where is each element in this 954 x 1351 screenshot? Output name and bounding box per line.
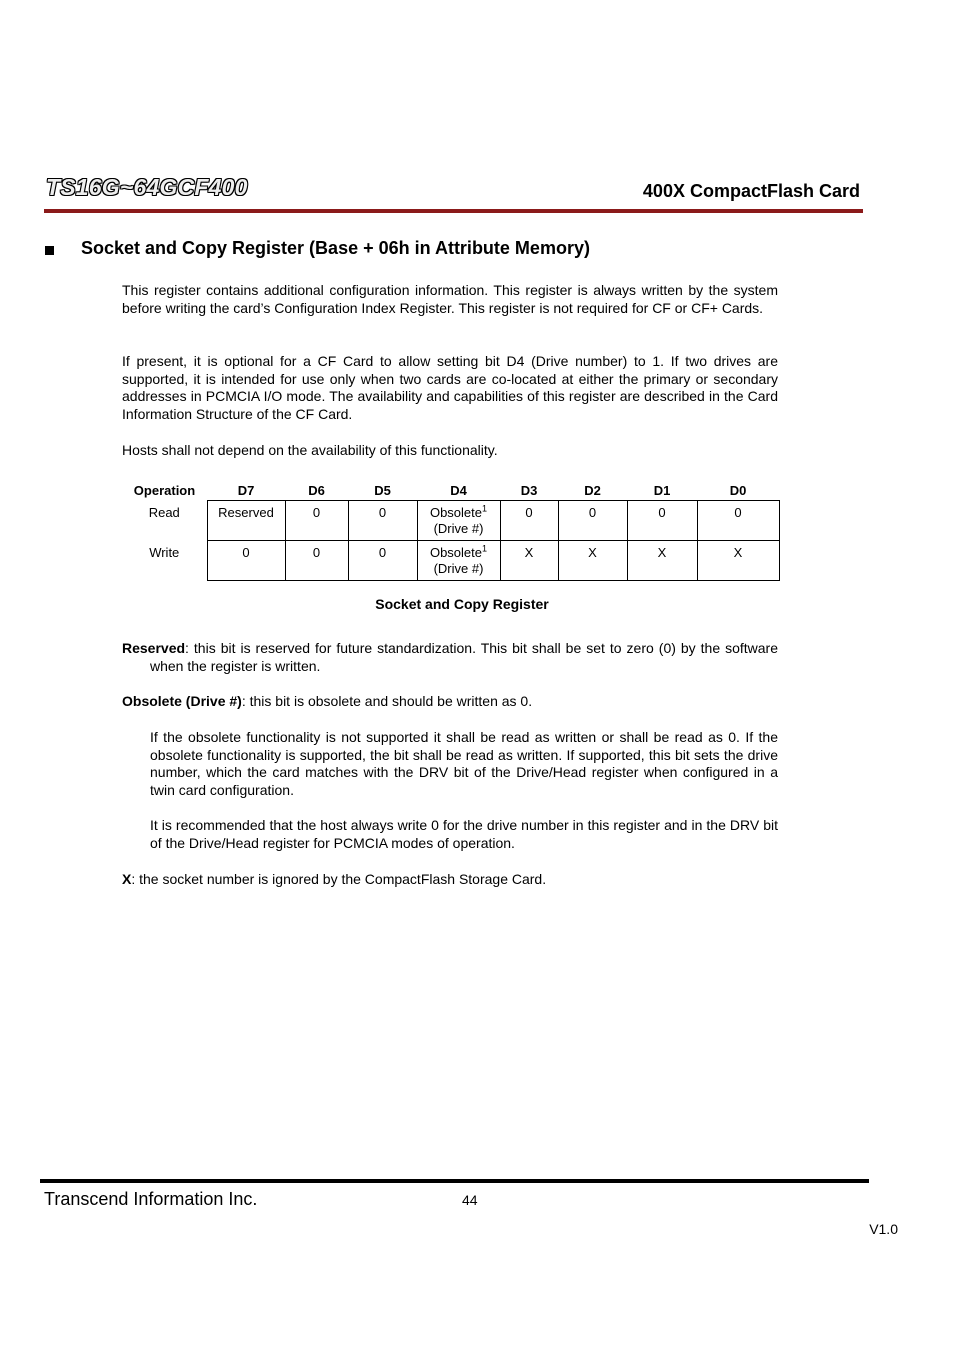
header-product-name: 400X CompactFlash Card <box>642 181 860 201</box>
cell-d6: 0 <box>285 541 348 581</box>
paragraph-drive-number: If present, it is optional for a CF Card to allow setting bit D4 (Drive number) to 1. If two drives are supported, it is intended for use only when two cards are co-located at either the primary or secondary addresses in PCMCIA I/O mode. The availability and capabilities of this register are described in the Card Information Structure of the CF Card. <box>122 353 778 422</box>
definition-term-reserved: Reserved <box>122 640 186 656</box>
cell-d2: 0 <box>558 501 627 541</box>
cell-d3: 0 <box>500 501 558 541</box>
square-bullet-icon <box>45 246 54 255</box>
cell-d4 <box>417 501 500 541</box>
cell-d1: 0 <box>627 501 697 541</box>
cell-d5: 0 <box>348 501 417 541</box>
page-number: 44 <box>462 1192 478 1208</box>
cell-d5: 0 <box>348 541 417 581</box>
cell-d3: X <box>500 541 558 581</box>
definition-reserved <box>122 640 778 675</box>
cell-d6: 0 <box>285 501 348 541</box>
definition-obsolete <box>122 693 778 711</box>
header-d2: D2 <box>584 482 601 498</box>
cell-d0: X <box>697 541 779 581</box>
header-d1: D1 <box>653 482 671 498</box>
header-d3: D3 <box>520 482 538 498</box>
document-version: V1.0 <box>869 1221 898 1237</box>
footnote-marker: 1 <box>482 503 488 514</box>
header-operation: Operation <box>133 482 196 498</box>
header-d0: D0 <box>729 482 747 498</box>
cell-d7: Reserved <box>207 501 285 541</box>
footer-company: Transcend Information Inc. <box>44 1189 258 1209</box>
footnote-marker: 1 <box>482 543 488 554</box>
definition-term-obsolete: Obsolete (Drive #) <box>122 693 242 709</box>
table-row <box>122 501 779 541</box>
section-title: Socket and Copy Register (Base + 06h in Attribute Memory) <box>81 238 590 258</box>
recommendation-paragraph: It is recommended that the host always write 0 for the drive number in this register and in the DRV bit of the Drive/Head register for PCMCIA modes of operation. <box>150 817 778 851</box>
cell-d4-sublabel: (Drive #) <box>433 561 484 576</box>
footer-divider <box>40 1179 869 1183</box>
paragraph-hosts: Hosts shall not depend on the availability of this functionality. <box>122 442 498 458</box>
cell-d0: 0 <box>697 501 779 541</box>
header-d7: D7 <box>237 482 255 498</box>
cell-d4-sublabel: (Drive #) <box>433 521 484 536</box>
cell-d2: X <box>558 541 627 581</box>
header-d4: D4 <box>450 482 467 498</box>
table-header-row <box>122 480 779 501</box>
cell-d4-label: Obsolete <box>429 505 483 520</box>
cell-operation: Read <box>148 504 180 520</box>
table-caption: Socket and Copy Register <box>375 596 549 612</box>
obsolete-detail-paragraph: If the obsolete functionality is not supported it shall be read as written or shall be read as 0. If the obsolete functionality is supported, the bit shall be read as written. If supported, this bit sets the drive number, which the card matches with the DRV bit of the Drive/Head register when configured in a twin card configuration. <box>150 729 778 798</box>
header-d5: D5 <box>374 482 391 498</box>
paragraph-intro: This register contains additional configuration information. This register is always written by the system before writing the card’s Configuration Index Register. This register is not required for CF or CF+ Cards. <box>122 282 778 316</box>
cell-d4 <box>417 541 500 581</box>
definition-x <box>122 871 778 889</box>
header-model-number: TS16G~64GCF400 <box>46 174 248 200</box>
table-row <box>122 541 779 581</box>
definition-term-x: X <box>122 871 132 887</box>
definition-text-reserved: : this bit is reserved for future standardization. This bit shall be set to zero (0) by the software when the register is written. <box>150 640 778 674</box>
cell-d1: X <box>627 541 697 581</box>
cell-d4-label: Obsolete <box>429 545 483 560</box>
register-table <box>122 480 780 581</box>
definition-text-x: : the socket number is ignored by the CompactFlash Storage Card. <box>131 871 547 887</box>
header-d6: D6 <box>308 482 325 498</box>
header-divider <box>44 209 863 213</box>
cell-operation: Write <box>149 544 180 560</box>
cell-d7: 0 <box>207 541 285 581</box>
definition-text-obsolete: : this bit is obsolete and should be written as 0. <box>241 693 533 709</box>
